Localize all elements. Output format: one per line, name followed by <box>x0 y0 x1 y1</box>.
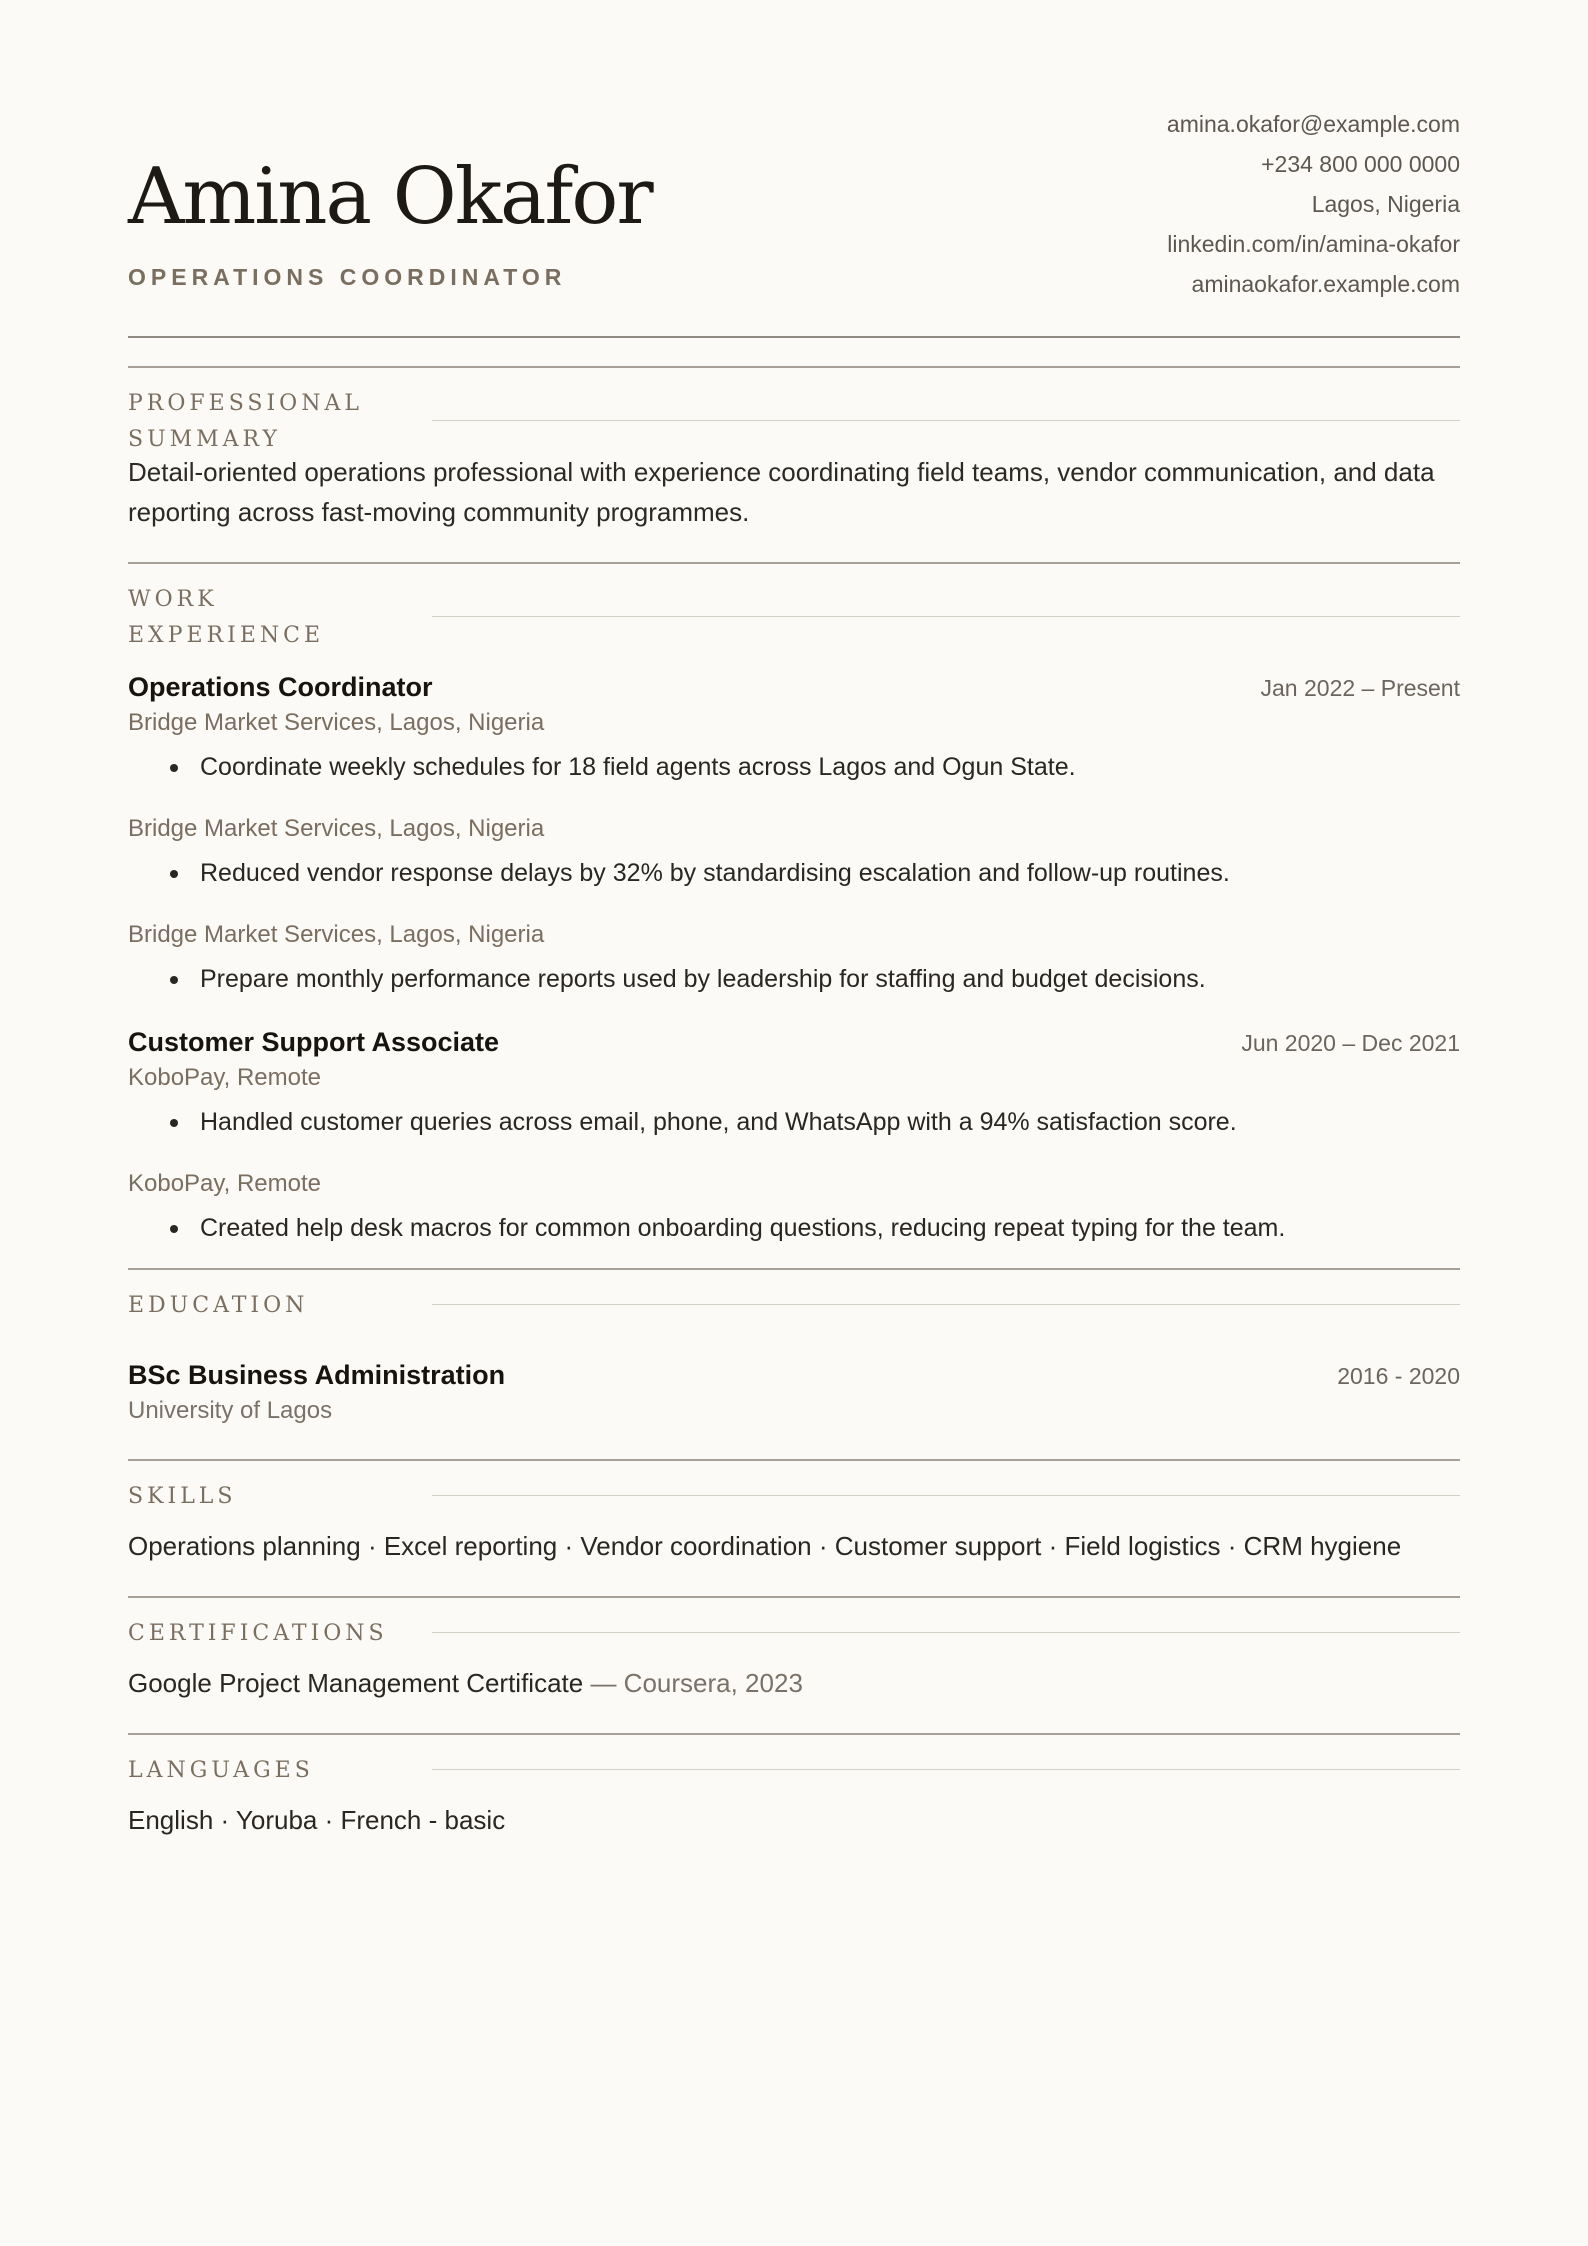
job-bullet: Prepare monthly performance reports used by leadership for staffing and budget decisions. <box>200 961 1460 997</box>
certification-issuer: — Coursera, 2023 <box>583 1668 803 1698</box>
certifications-section-header <box>128 1598 1460 1668</box>
certification-entry <box>128 1668 1460 1733</box>
contact-location: Lagos, Nigeria <box>1311 191 1460 217</box>
job-company: Bridge Market Services, Lagos, Nigeria <box>128 921 545 948</box>
candidate-role: OPERATIONS COORDINATOR <box>128 264 567 290</box>
experience-section <box>128 562 1460 1246</box>
summary-section <box>128 366 1460 562</box>
job-company: KoboPay, Remote <box>128 1064 321 1091</box>
certification-name: Google Project Management Certificate <box>128 1668 584 1698</box>
languages-section <box>128 1733 1460 1870</box>
job-entry <box>128 815 1460 891</box>
candidate-name: Amina Okafor <box>128 152 652 242</box>
job-header <box>128 672 1460 703</box>
job-bullets <box>128 1104 1460 1140</box>
job-company: Bridge Market Services, Lagos, Nigeria <box>128 815 545 842</box>
section-divider <box>432 1769 1460 1770</box>
education-section <box>128 1268 1460 1459</box>
contact-email[interactable]: amina.okafor@example.com <box>1166 111 1460 137</box>
job-header <box>128 1027 1460 1058</box>
certifications-section-title: CERTIFICATIONS <box>128 1621 388 1646</box>
job-bullets <box>128 749 1460 785</box>
languages-list: English · Yoruba · French - basic <box>128 1805 506 1835</box>
skills-section-header <box>128 1461 1460 1531</box>
contact-phone[interactable]: +234 800 000 0000 <box>1261 151 1460 177</box>
job-title: Customer Support Associate <box>128 1027 500 1057</box>
job-title: Operations Coordinator <box>128 672 433 702</box>
experience-section-header <box>128 564 1460 658</box>
job-entry <box>128 709 1460 785</box>
header-divider <box>128 336 1460 338</box>
section-divider <box>432 616 1460 617</box>
summary-text: Detail-oriented operations professional with experience coordinating field teams, vendor communication, and data reporting across fast-moving community programmes. <box>128 457 1435 527</box>
skills-list: Operations planning · Excel reporting · Vendor coordination · Customer support · Field logistics · CRM hygiene <box>128 1531 1402 1561</box>
languages-section-header <box>128 1735 1460 1805</box>
section-divider <box>432 420 1460 421</box>
section-divider <box>432 1495 1460 1496</box>
job-entry <box>128 1170 1460 1246</box>
job-dates: Jan 2022 – Present <box>1260 675 1460 701</box>
job-bullets <box>128 855 1460 891</box>
skills-section-title: SKILLS <box>128 1484 237 1509</box>
skills-section <box>128 1459 1460 1596</box>
job-item <box>128 672 1460 997</box>
job-item <box>128 1027 1460 1246</box>
job-bullets <box>128 1210 1460 1246</box>
job-company: Bridge Market Services, Lagos, Nigeria <box>128 709 545 736</box>
contact-linkedin[interactable]: linkedin.com/in/amina-okafor <box>1167 231 1460 257</box>
contact-block <box>1167 104 1460 304</box>
job-bullets <box>128 961 1460 997</box>
education-section-header <box>128 1270 1460 1340</box>
section-divider <box>432 1304 1460 1305</box>
experience-section-title: WORK EXPERIENCE <box>128 587 325 648</box>
certifications-section <box>128 1596 1460 1733</box>
education-entry <box>128 1340 1460 1459</box>
resume-header <box>128 0 1460 338</box>
job-bullet: Coordinate weekly schedules for 18 field agents across Lagos and Ogun State. <box>200 749 1460 785</box>
job-bullet: Created help desk macros for common onboarding questions, reducing repeat typing for the team. <box>200 1210 1460 1246</box>
job-entry <box>128 1064 1460 1140</box>
contact-website[interactable]: aminaokafor.example.com <box>1191 271 1460 297</box>
degree-title: BSc Business Administration <box>128 1360 506 1390</box>
school-name: University of Lagos <box>128 1397 333 1424</box>
summary-section-title: PROFESSIONAL SUMMARY <box>128 391 363 452</box>
education-header <box>128 1360 1460 1391</box>
languages-section-title: LANGUAGES <box>128 1758 314 1783</box>
job-bullet: Reduced vendor response delays by 32% by standardising escalation and follow-up routines. <box>200 855 1460 891</box>
education-section-title: EDUCATION <box>128 1293 309 1318</box>
job-bullet: Handled customer queries across email, phone, and WhatsApp with a 94% satisfaction score. <box>200 1104 1460 1140</box>
job-company: KoboPay, Remote <box>128 1170 321 1197</box>
section-divider <box>432 1632 1460 1633</box>
summary-section-header <box>128 368 1460 462</box>
job-entry <box>128 921 1460 997</box>
job-dates: Jun 2020 – Dec 2021 <box>1241 1030 1460 1056</box>
education-dates: 2016 - 2020 <box>1337 1363 1460 1389</box>
